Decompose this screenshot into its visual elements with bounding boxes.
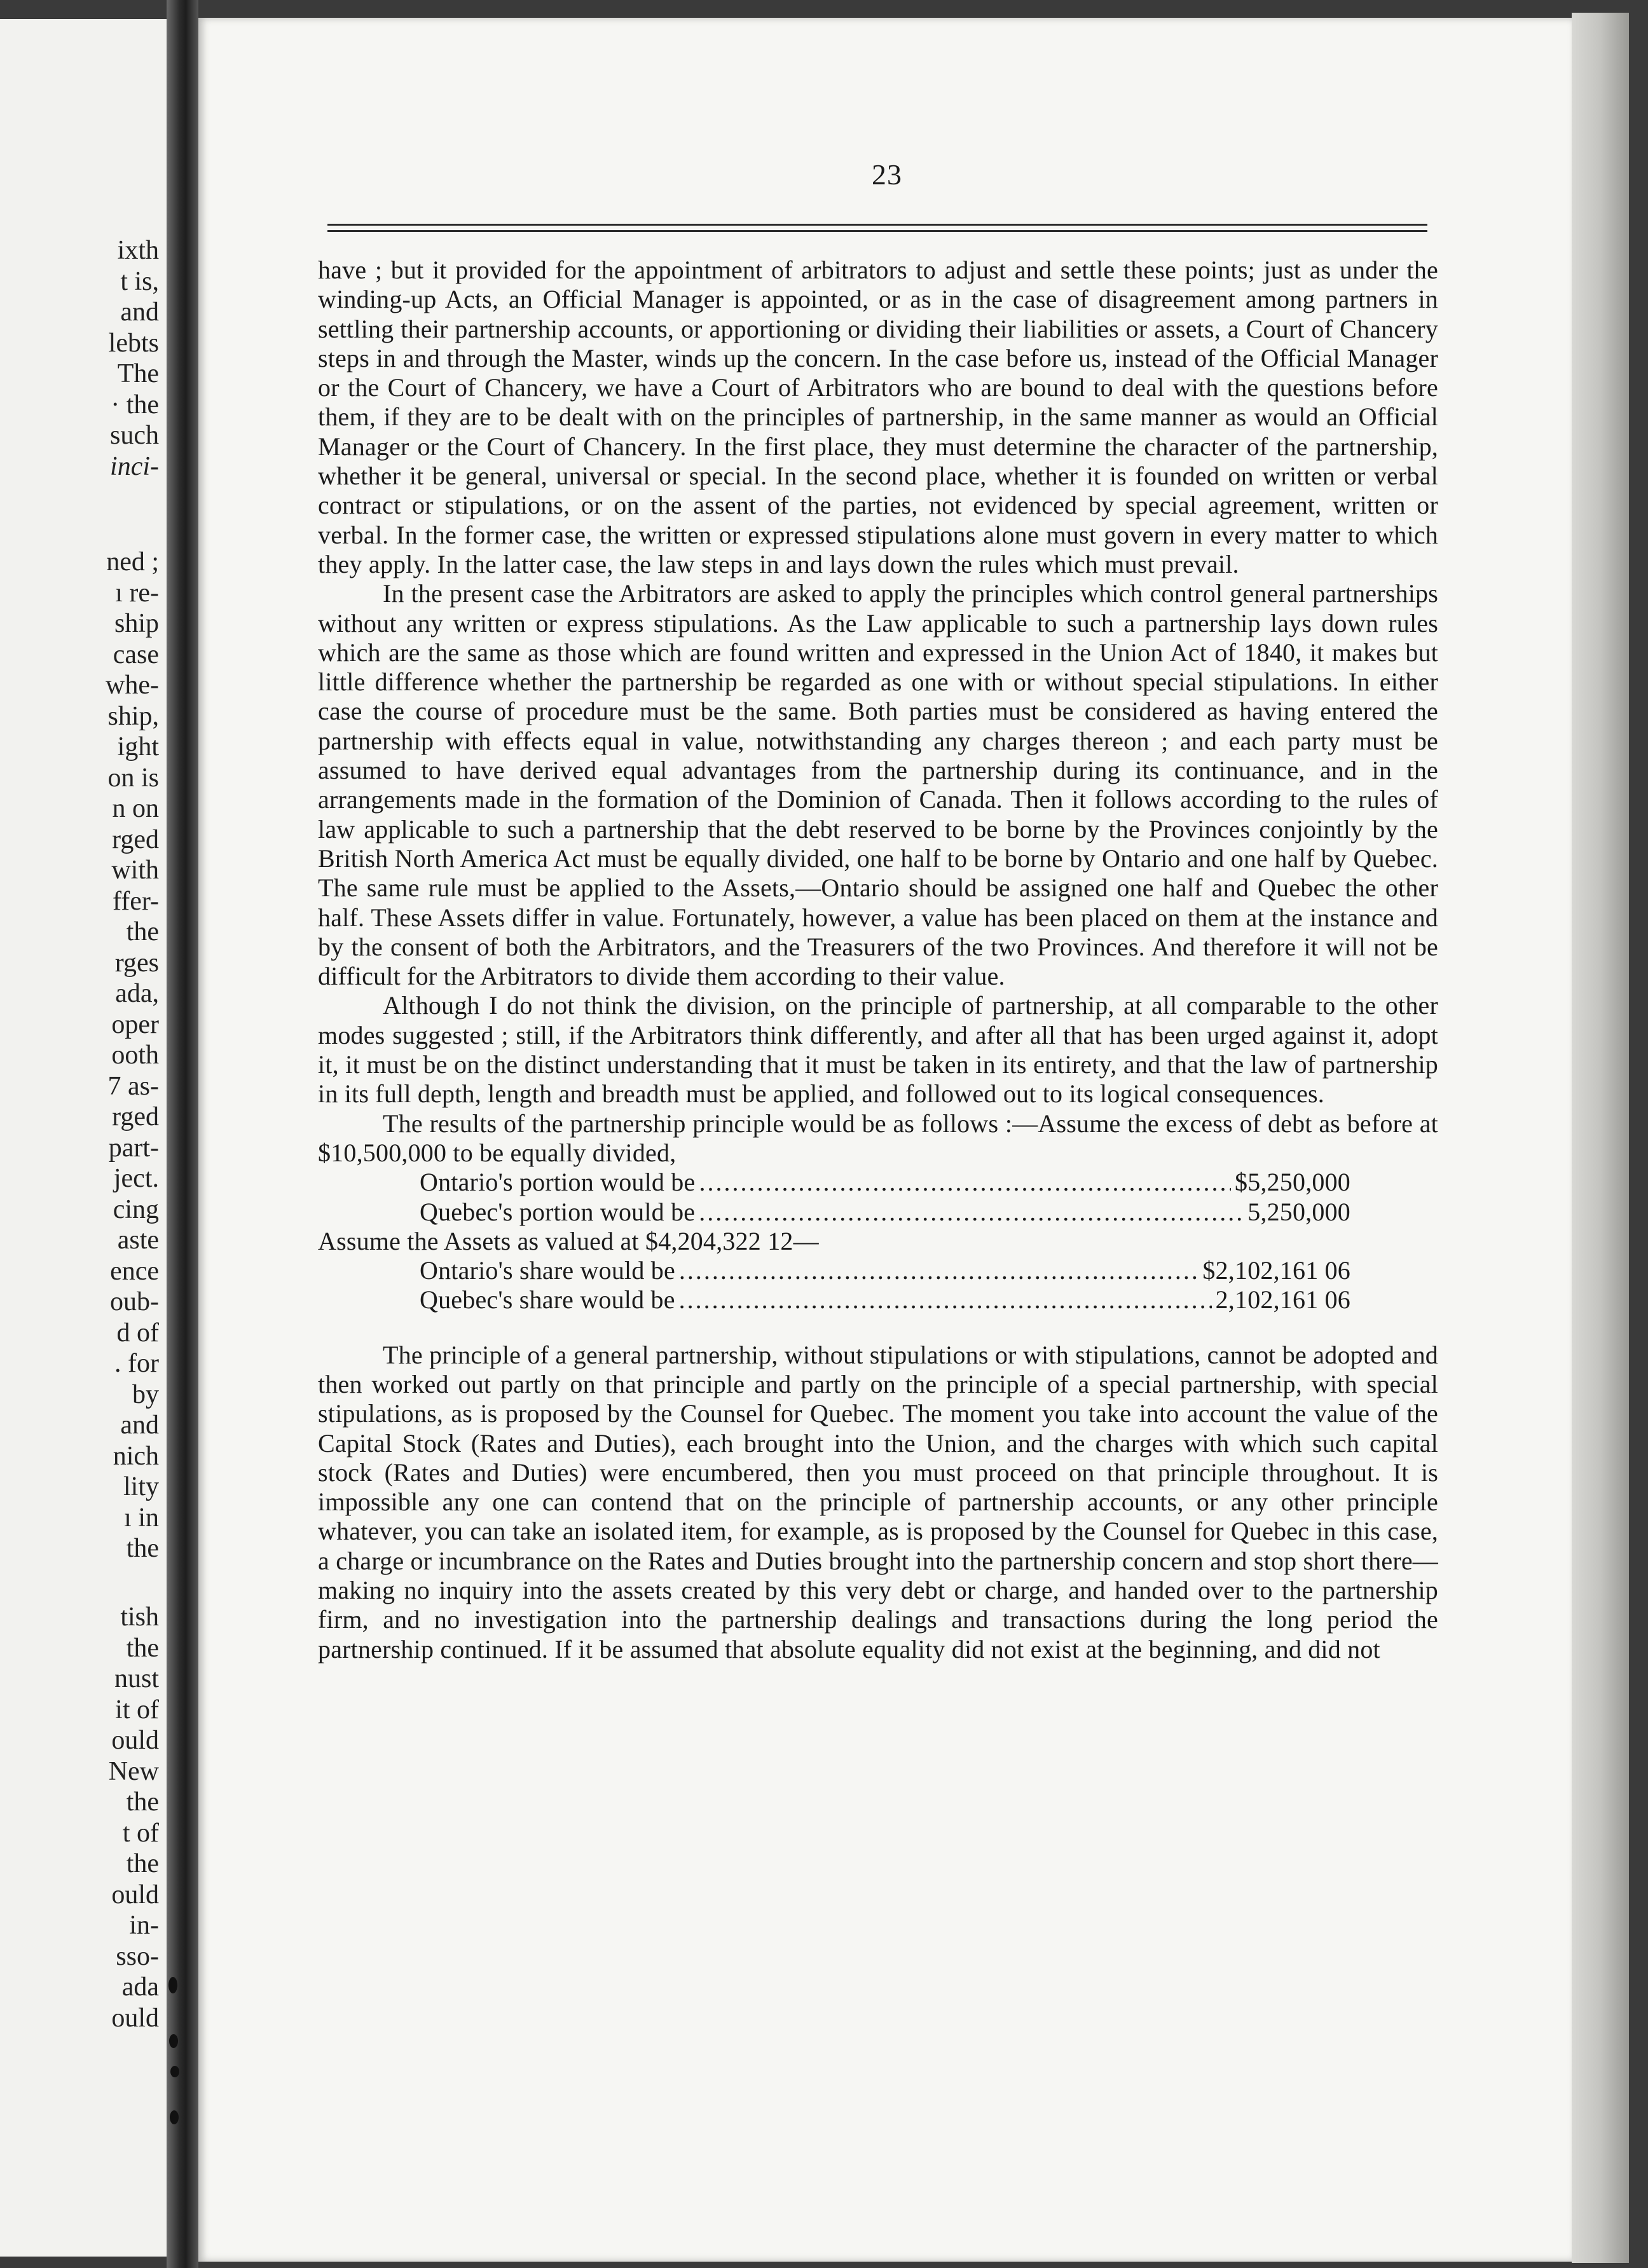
dot-leader [679, 1256, 1198, 1285]
dot-leader [679, 1285, 1212, 1315]
left-page-fragment [0, 19, 167, 2257]
figure-value: $2,102,161 06 [1202, 1256, 1350, 1285]
body-text [318, 256, 1438, 1664]
left-page-fragment-line: and [120, 1411, 159, 1440]
left-page-fragment-line: nust [114, 1664, 159, 1693]
left-page-fragment-line: on is [107, 763, 159, 793]
left-page-fragment-line: . for [114, 1349, 159, 1378]
left-page-fragment-line: the [126, 1534, 159, 1563]
left-page-fragment-line: t is, [120, 266, 159, 296]
left-page-fragment-line: lity [123, 1472, 159, 1501]
left-page-fragment-line: ı re- [115, 578, 159, 608]
left-page-fragment-line: The [117, 359, 159, 388]
paragraph: have ; but it provided for the appointment of arbitrators to adjust and settle these points; just as under the winding-up Acts, an Official Manager is appointed, or as in the case of disagreement among partners in settling their partnership accounts, or apportioning or dividing their liabilities or assets, a Court of Chancery steps in and through the Master, winds up the concern. In the case before us, instead of the Official Manager or the Court of Chancery, we have a Court of Arbitrators who are bound to deal with the questions before them, if they are to be dealt with on the principles of partnership, in the same manner as would an Official Manager or the Court of Chancery. In the first place, they must determine the character of the partnership, whether it be general, universal or special. In the second place, whether it is founded on written or verbal contract or stipulations, or on the assent of the parties, not evidenced by special agreement, written or verbal. In the former case, the written or expressed stipulations alone must govern in every matter to which they apply. In the latter case, the law steps in and lays down the rules which must prevail. [318, 256, 1438, 578]
left-page-fragment-line: ship, [107, 701, 159, 731]
figure-line [420, 1285, 1350, 1315]
left-page-fragment-line: the [126, 1633, 159, 1663]
left-page-fragment-line: ixth [117, 236, 159, 265]
header-rule-bottom [327, 230, 1427, 232]
left-page-fragment-line: nich [113, 1441, 159, 1471]
left-page-fragment-line: lebts [108, 328, 159, 358]
left-page-fragment-line: with [111, 856, 159, 885]
dot-leader [699, 1168, 1231, 1197]
left-page-fragment-line: such [110, 421, 159, 450]
assets-intro: Assume the Assets as valued at $4,204,322 12— [318, 1226, 819, 1255]
left-page-fragment-line: ı in [124, 1503, 159, 1533]
header-rule-top [327, 224, 1427, 226]
figure-label: Ontario's share would be [420, 1256, 675, 1285]
left-page-fragment-line: tish [120, 1602, 159, 1632]
dot-leader [699, 1198, 1244, 1227]
binding-hole-mark [170, 2066, 179, 2077]
figure-value: $5,250,000 [1235, 1168, 1350, 1197]
left-page-fragment-line: ould [111, 2003, 159, 2033]
left-page-fragment-line: rged [112, 1102, 159, 1131]
asset-figures [318, 1256, 1438, 1315]
figure-label: Ontario's portion would be [420, 1168, 696, 1197]
left-page-fragment-line: d of [116, 1318, 159, 1348]
binding-hole-mark [169, 2034, 178, 2048]
left-page-fragment-line: aste [117, 1226, 159, 1255]
left-page-fragment-line: ject. [113, 1164, 159, 1193]
left-page-fragment-line: New [108, 1756, 159, 1786]
left-page-fragment-line: and [120, 297, 159, 327]
left-page-fragment-line: ship [114, 609, 159, 638]
page-number: 23 [872, 158, 902, 191]
left-page-fragment-line: t of [122, 1818, 159, 1848]
binding-hole-mark [168, 1977, 177, 1993]
left-page-fragment-line: case [113, 639, 159, 669]
paragraph: The results of the partnership principle would be as follows :—Assume the excess of debt as before at $10,500,000 to be equally divided, [318, 1109, 1438, 1167]
left-page-fragment-line: the [126, 917, 159, 946]
left-page-fragment-line: ould [111, 1726, 159, 1755]
left-page-fragment-line: rged [112, 824, 159, 854]
paragraph: Although I do not think the division, on the principle of partnership, at all comparable to the other modes suggested ; still, if the Arbitrators think differently, and after all that has been urged against it, adopt it, it must be on the distinct understanding that it must be taken in its entirety, and that the law of partnership in its full depth, length and breadth must be applied, and followed out to its logical consequences. [318, 991, 1438, 1109]
page-edge [1572, 13, 1629, 2263]
spacer [318, 1315, 1438, 1341]
left-page-fragment-line: oub- [110, 1287, 159, 1316]
book-gutter [167, 0, 198, 2268]
figure-value: 5,250,000 [1247, 1197, 1350, 1226]
left-page-fragment-line: cing [113, 1194, 159, 1224]
figure-label: Quebec's share would be [420, 1285, 675, 1315]
paragraph: In the present case the Arbitrators are asked to apply the principles which control general partnerships without any written or express stipulations. As the Law applicable to such a partnership lays down rules which are the same as those which are found written and expressed in the Union Act of 1840, it makes but little difference whether the partnership be regarded as one with or without special stipulations. In either case the course of procedure must be the same. Both parties must be considered as having entered the partnership with effects equal in value, notwithstanding any charges thereon ; and each party must be assumed to have derived equal advantages from the partnership during its continuance, and in the arrangements made in the formation of the Dominion of Canada. Then it follows according to the rules of law applicable to such a partnership that the debt reserved to be borne by the Provinces conjointly by the British North America Act must be equally divided, one half to be borne by Ontario and one half by Quebec. The same rule must be applied to the Assets,—Ontario should be assigned one half and Quebec the other half. These Assets differ in value. Fortunately, however, a value has been placed on them at the instance and by the consent of both the Arbitrators, and the Treasurers of the two Provinces. And therefore it will not be difficult for the Arbitrators to divide them according to their value. [318, 579, 1438, 991]
binding-hole-mark [170, 2110, 179, 2124]
left-page-fragment-line: ned ; [106, 547, 159, 577]
left-page-fragment-line: ada, [115, 979, 159, 1008]
left-page-fragment-line: in- [129, 1911, 159, 1940]
debt-figures [318, 1168, 1438, 1227]
left-page-fragment-line: inci- [110, 451, 159, 481]
left-page-fragment-line: sso- [116, 1941, 159, 1971]
left-page-fragment-line: n on [112, 794, 159, 823]
figure-label: Quebec's portion would be [420, 1197, 696, 1226]
left-page-fragment-line: ffer- [113, 886, 159, 916]
left-page-fragment-line: 7 as- [107, 1071, 159, 1101]
left-page-fragment-line: rges [114, 948, 159, 978]
left-page-fragment-line: part- [108, 1133, 159, 1163]
left-page-fragment-line: the [126, 1787, 159, 1817]
figure-line [420, 1198, 1350, 1227]
figure-value: 2,102,161 06 [1215, 1285, 1350, 1315]
left-page-fragment-line: oper [111, 1009, 159, 1039]
left-page-fragment-line: ooth [111, 1041, 159, 1070]
left-page-fragment-line: by [132, 1379, 159, 1409]
left-page-fragment-line: it of [115, 1695, 159, 1725]
left-page-fragment-line: · the [111, 390, 159, 420]
left-page-fragment-line: ould [111, 1880, 159, 1909]
figure-line [420, 1256, 1350, 1285]
left-page-fragment-line: ence [110, 1256, 159, 1286]
left-page-fragment-line: ada [121, 1972, 159, 2002]
left-page-fragment-line: whe- [106, 671, 159, 700]
left-page-fragment-line: ight [117, 732, 159, 762]
paragraph: The principle of a general partnership, without stipulations or with stipulations, cannot be adopted and then worked out partly on that principle and partly on the principle of a special partnership, with special stipulations, as is proposed by the Counsel for Quebec. The moment you take into account the value of the Capital Stock (Rates and Duties), each brought into the Union, and the charges with which such capital stock (Rates and Duties) were encumbered, then you must proceed on that principle throughout. It is impossible any one can contend that on the principle of partnership accounts, or any other principle whatever, you can take an isolated item, for example, as is proposed by the Counsel for Quebec in this case, a charge or incumbrance on the Rates and Duties brought into the partnership concern and stop short there—making no inquiry into the assets created by this very debt or charge, and handed over to the partnership firm, and no investigation into the partnership dealings and transactions during the long period the partnership continued. If it be assumed that absolute equality did not exist at the beginning, and did not [318, 1340, 1438, 1663]
left-page-fragment-line: the [126, 1849, 159, 1878]
figure-line [420, 1168, 1350, 1197]
